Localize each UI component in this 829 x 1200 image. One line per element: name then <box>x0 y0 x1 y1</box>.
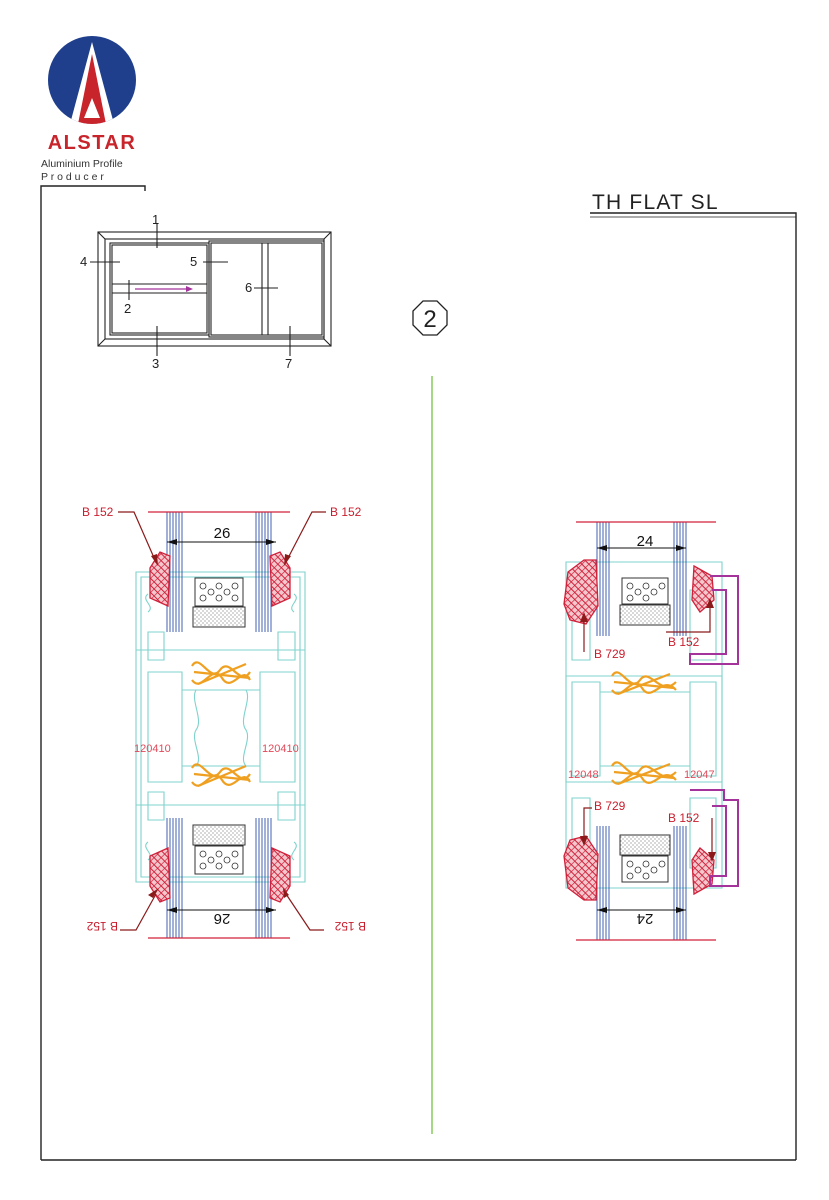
right-gasket-label-b729-top: B 729 <box>594 647 626 661</box>
sheet-title: TH FLAT SL <box>592 191 719 214</box>
brand-logo <box>48 36 136 124</box>
right-gasket-label-b729-bottom: B 729 <box>594 799 626 813</box>
key-label-3: 3 <box>152 356 160 371</box>
left-profile-code-right: 120410 <box>262 743 299 755</box>
sheet-frame <box>41 186 796 1160</box>
key-label-7: 7 <box>285 356 293 371</box>
key-label-5: 5 <box>190 254 198 269</box>
brand-tagline-2: P r o d u c e r <box>41 171 104 183</box>
key-label-4: 4 <box>80 254 88 269</box>
sheet-number: 2 <box>423 306 437 333</box>
right-dimension-bottom: 24 <box>636 910 654 927</box>
key-plan-slide-arrow <box>135 286 193 292</box>
right-gasket-label-b152-top: B 152 <box>668 635 700 649</box>
right-profile-code-left: 12048 <box>568 769 599 781</box>
left-gasket-label-bl: B 152 <box>86 919 118 933</box>
left-profile-code-left: 120410 <box>134 743 171 755</box>
key-plan <box>90 224 331 356</box>
key-label-2: 2 <box>124 301 132 316</box>
right-dimension-top: 24 <box>636 533 654 550</box>
left-dimension-bottom: 26 <box>213 910 231 927</box>
brand-name: ALSTAR <box>47 132 137 154</box>
section-right <box>564 522 738 940</box>
left-gasket-label-tr: B 152 <box>330 505 362 519</box>
left-gasket-label-tl: B 152 <box>82 505 114 519</box>
key-label-6: 6 <box>245 280 253 295</box>
right-gasket-label-b152-bottom: B 152 <box>668 811 700 825</box>
left-gasket-label-br: B 152 <box>334 919 366 933</box>
section-left <box>118 512 326 938</box>
key-label-1: 1 <box>152 212 160 227</box>
brand-tagline: Aluminium Profile <box>41 158 123 170</box>
sheet-number-badge <box>413 301 447 335</box>
right-profile-code-right: 12047 <box>684 769 715 781</box>
left-dimension-top: 26 <box>213 525 231 542</box>
